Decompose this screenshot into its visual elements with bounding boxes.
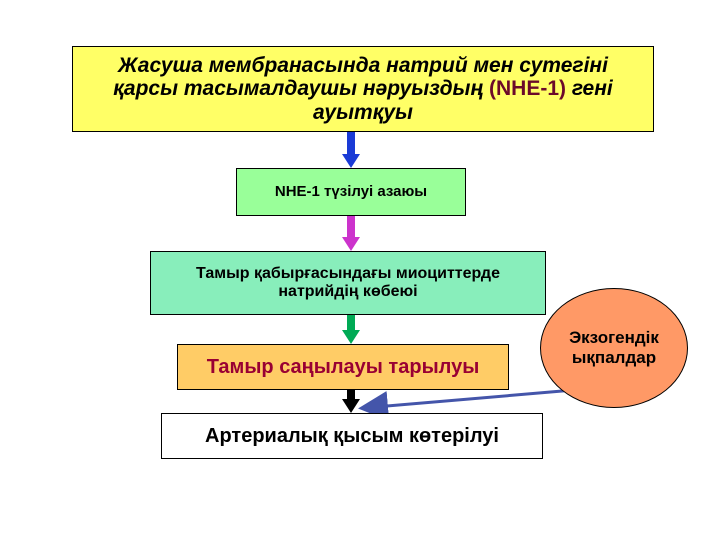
arrow-exogenous-to-pressure: [364, 390, 574, 408]
exogenous-factors-line2: ықпалдар: [571, 348, 657, 367]
pressure-increase-box: [161, 413, 543, 459]
gene-deviation-text: [113, 54, 612, 123]
nhe-synthesis-text: NHE-1 түзілуі азаюы: [274, 182, 428, 200]
sodium-increase-text: [196, 265, 500, 300]
exogenous-factors-line1: Экзогендік: [569, 327, 659, 347]
arrow-synthesis-to-sodium: [342, 216, 360, 251]
gene-deviation-line3: ауытқуы: [313, 100, 413, 124]
exogenous-factors-text: [569, 328, 659, 369]
arrow-narrowing-to-pressure: [342, 390, 360, 413]
gene-deviation-line1: Жасуша мембранасында натрий мен сутегіні: [118, 54, 608, 78]
nhe-label: (NHE-1): [489, 77, 566, 101]
sodium-increase-line1: Тамыр қабырғасындағы миоциттерде: [196, 265, 500, 283]
nhe-synthesis-box: [236, 168, 466, 216]
gene-deviation-line2-post: гені: [566, 77, 613, 101]
arrow-sodium-to-narrowing: [342, 315, 360, 344]
gene-deviation-box: [72, 46, 654, 132]
gene-deviation-line2-pre: қарсы тасымалдаушы нәруыздың: [113, 77, 489, 101]
pressure-increase-text: Артериалық қысым көтерілуі: [205, 425, 499, 447]
vessel-narrowing-box: [177, 344, 509, 390]
sodium-increase-line2: натрийдің көбеюі: [278, 283, 418, 300]
vessel-narrowing-text: Тамыр саңылауы тарылуы: [206, 356, 480, 378]
arrow-gene-to-synthesis: [342, 132, 360, 168]
sodium-increase-box: [150, 251, 546, 315]
exogenous-factors-ellipse: [540, 288, 688, 408]
